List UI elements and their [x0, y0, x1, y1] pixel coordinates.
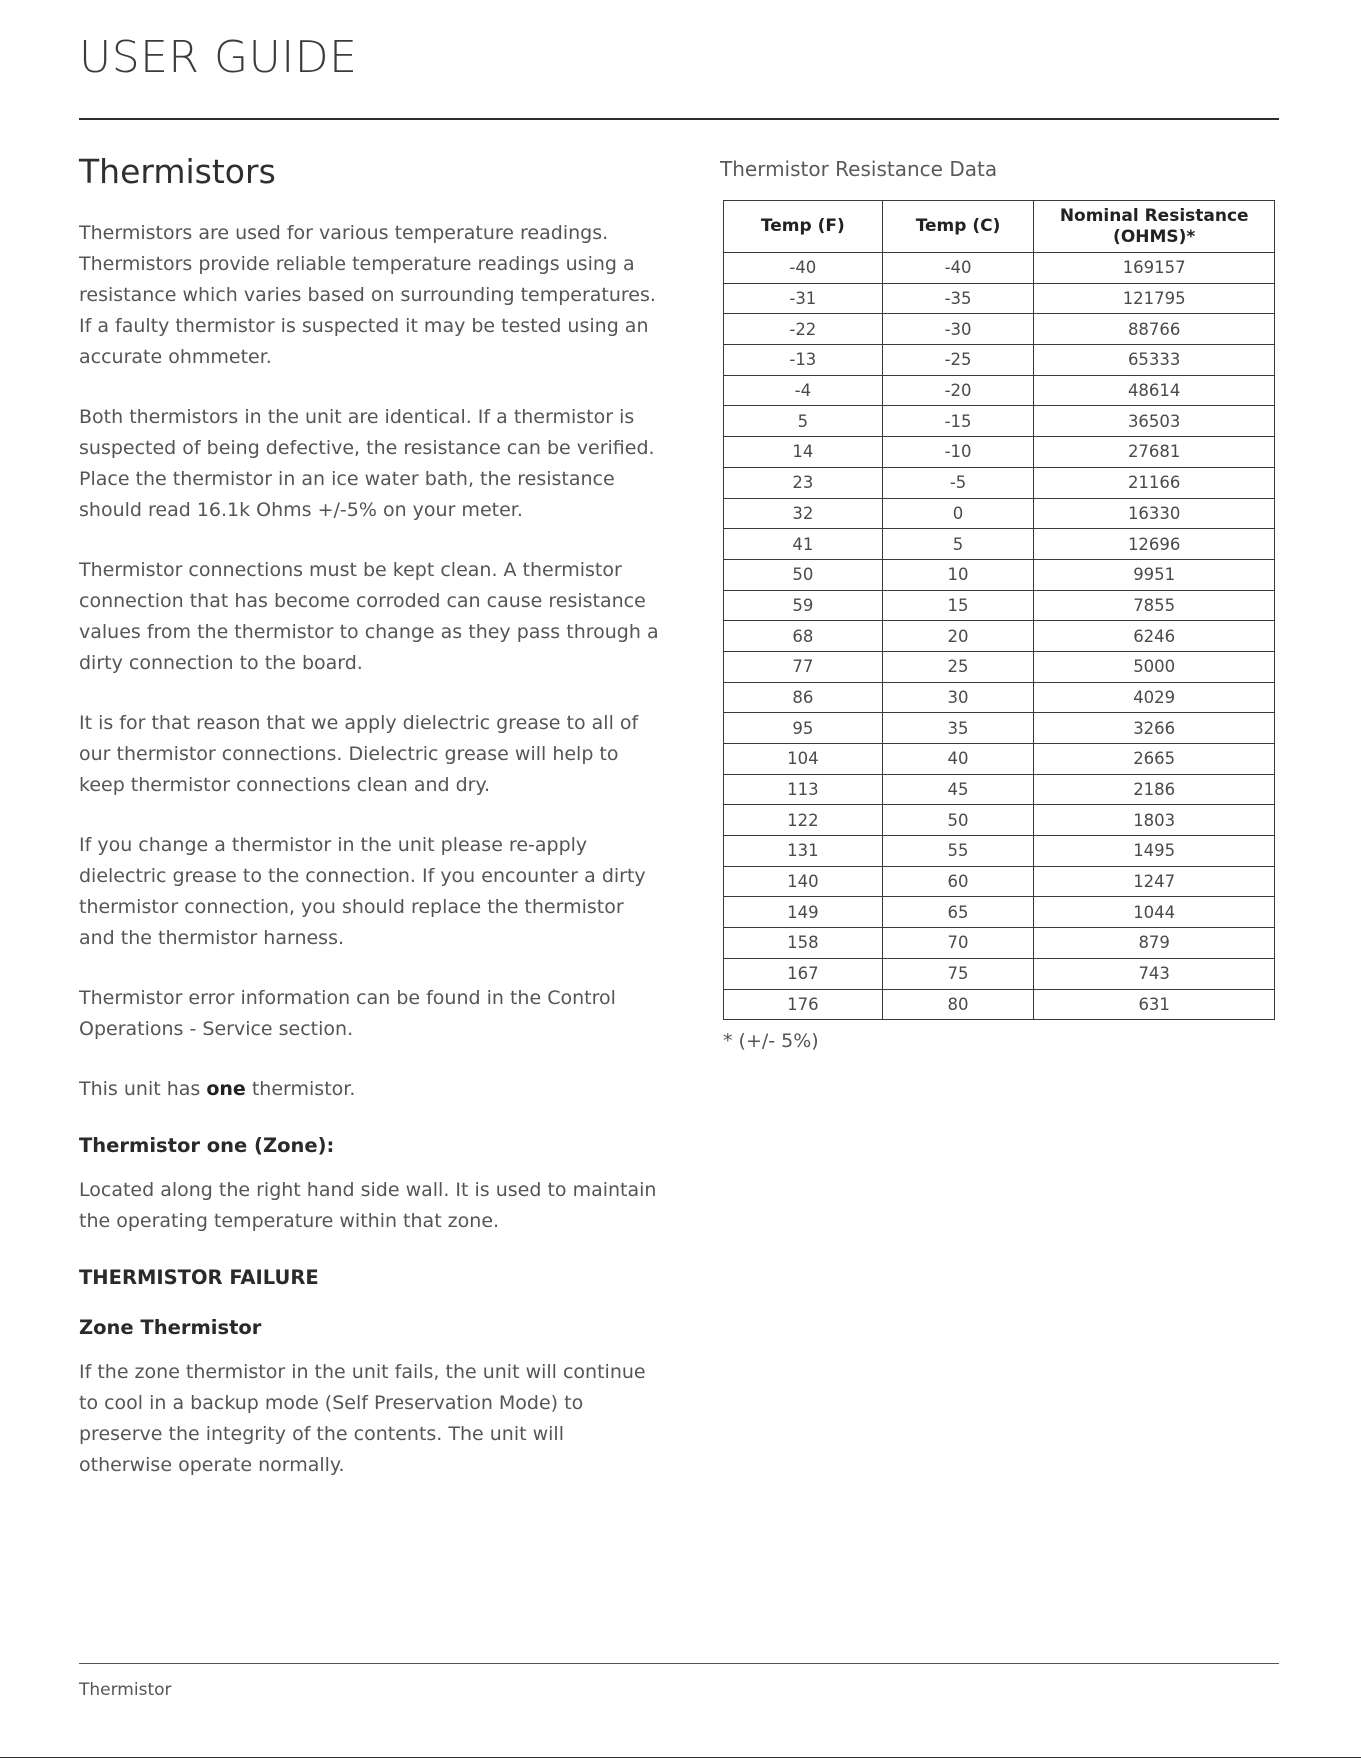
count-prefix: This unit has [79, 1077, 207, 1100]
subhead-thermistor-failure: THERMISTOR FAILURE [79, 1265, 319, 1289]
paragraph-error-info: Thermistor error information can be found in the Control Operations - Service section. [79, 986, 616, 1040]
cell-temp-f: 131 [724, 836, 883, 867]
subhead-thermistor-one: Thermistor one (Zone): [79, 1133, 335, 1157]
count-suffix: thermistor. [245, 1077, 356, 1100]
cell-temp-c: 35 [882, 713, 1034, 744]
cell-temp-f: 41 [724, 529, 883, 560]
table-row [724, 314, 1275, 345]
cell-temp-c: 75 [882, 958, 1034, 989]
cell-temp-c: 15 [882, 590, 1034, 621]
cell-temp-f: 176 [724, 989, 883, 1020]
document-header-title: USER GUIDE [79, 32, 358, 83]
paragraph-dielectric-grease: It is for that reason that we apply dielectric grease to all of our thermistor connections. Dielectric grease will help to keep thermistor connections clean and dry. [79, 711, 639, 796]
cell-resistance: 1247 [1034, 866, 1275, 897]
cell-resistance: 1803 [1034, 805, 1275, 836]
table-row [724, 590, 1275, 621]
cell-temp-c: 20 [882, 621, 1034, 652]
cell-resistance: 88766 [1034, 314, 1275, 345]
cell-resistance: 2186 [1034, 774, 1275, 805]
cell-temp-c: 5 [882, 529, 1034, 560]
cell-temp-c: 70 [882, 928, 1034, 959]
cell-temp-f: 14 [724, 437, 883, 468]
cell-resistance: 12696 [1034, 529, 1275, 560]
cell-temp-c: 65 [882, 897, 1034, 928]
table-row [724, 253, 1275, 284]
cell-temp-c: -5 [882, 467, 1034, 498]
cell-resistance: 7855 [1034, 590, 1275, 621]
table-row [724, 559, 1275, 590]
table-body [724, 253, 1275, 1020]
cell-resistance: 5000 [1034, 651, 1275, 682]
cell-temp-f: 104 [724, 744, 883, 775]
table-row [724, 866, 1275, 897]
cell-temp-f: -40 [724, 253, 883, 284]
table-row [724, 744, 1275, 775]
cell-resistance: 631 [1034, 989, 1275, 1020]
resistance-table [723, 200, 1275, 1020]
paragraph-reapply-grease: If you change a thermistor in the unit please re-apply dielectric grease to the connection. If you encounter a dirty thermistor connection, you should replace the thermistor and the thermistor harness. [79, 833, 646, 949]
cell-temp-c: -25 [882, 345, 1034, 376]
cell-resistance: 2665 [1034, 744, 1275, 775]
cell-temp-f: 50 [724, 559, 883, 590]
table-row [724, 375, 1275, 406]
cell-temp-f: 77 [724, 651, 883, 682]
header-nominal-resistance: Nominal Resistance (OHMS)* [1034, 201, 1275, 253]
cell-temp-f: 149 [724, 897, 883, 928]
table-row [724, 774, 1275, 805]
cell-temp-c: 40 [882, 744, 1034, 775]
table-row [724, 529, 1275, 560]
table-row [724, 682, 1275, 713]
cell-temp-f: -22 [724, 314, 883, 345]
table-row [724, 406, 1275, 437]
paragraph-identical: Both thermistors in the unit are identical. If a thermistor is suspected of being defective, the resistance can be verified. Place the thermistor in an ice water bath, the resistance should read 16.1k Ohms +/-5% on your meter. [79, 405, 655, 521]
cell-resistance: 121795 [1034, 283, 1275, 314]
cell-temp-f: 113 [724, 774, 883, 805]
cell-temp-f: 5 [724, 406, 883, 437]
cell-temp-f: 23 [724, 467, 883, 498]
cell-resistance: 3266 [1034, 713, 1275, 744]
cell-temp-c: -20 [882, 375, 1034, 406]
cell-resistance: 169157 [1034, 253, 1275, 284]
cell-temp-c: -30 [882, 314, 1034, 345]
header-temp-f: Temp (F) [724, 201, 883, 253]
table-row [724, 498, 1275, 529]
table-footnote: * (+/- 5%) [723, 1030, 819, 1053]
table-row [724, 283, 1275, 314]
cell-temp-f: 167 [724, 958, 883, 989]
cell-temp-f: 59 [724, 590, 883, 621]
page-bottom-edge [0, 1757, 1361, 1758]
table-row [724, 467, 1275, 498]
cell-resistance: 1044 [1034, 897, 1275, 928]
cell-resistance: 9951 [1034, 559, 1275, 590]
paragraph-thermistor-count [79, 1074, 659, 1105]
table-row [724, 651, 1275, 682]
cell-resistance: 16330 [1034, 498, 1275, 529]
subhead-zone-thermistor: Zone Thermistor [79, 1315, 262, 1339]
cell-temp-c: -40 [882, 253, 1034, 284]
cell-temp-c: 25 [882, 651, 1034, 682]
cell-temp-f: 122 [724, 805, 883, 836]
table-row [724, 437, 1275, 468]
count-emphasis: one [206, 1077, 246, 1100]
table-header-row [724, 201, 1275, 253]
cell-resistance: 21166 [1034, 467, 1275, 498]
table-row [724, 345, 1275, 376]
table-row [724, 897, 1275, 928]
table-row [724, 713, 1275, 744]
paragraph-clean-connections: Thermistor connections must be kept clean. A thermistor connection that has become corroded can cause resistance values from the thermistor to change as they pass through a dirty connection to the board. [79, 558, 659, 674]
header-temp-c: Temp (C) [882, 201, 1034, 253]
cell-resistance: 6246 [1034, 621, 1275, 652]
cell-temp-f: 140 [724, 866, 883, 897]
table-row [724, 958, 1275, 989]
table-row [724, 989, 1275, 1020]
paragraph-intro: Thermistors are used for various temperature readings. Thermistors provide reliable temperature readings using a resistance which varies based on surrounding temperatures. If a faulty thermistor is suspected it may be tested using an accurate ohmmeter. [79, 221, 656, 368]
cell-temp-c: 10 [882, 559, 1034, 590]
right-column [720, 156, 1276, 1052]
cell-resistance: 879 [1034, 928, 1275, 959]
paragraph-backup-mode: If the zone thermistor in the unit fails, the unit will continue to cool in a backup mode (Self Preservation Mode) to preserve the integrity of the contents. The unit will otherwise operate normally. [79, 1360, 646, 1476]
cell-temp-f: -31 [724, 283, 883, 314]
cell-resistance: 27681 [1034, 437, 1275, 468]
cell-temp-c: 50 [882, 805, 1034, 836]
table-row [724, 805, 1275, 836]
table-caption: Thermistor Resistance Data [720, 157, 998, 181]
table-row [724, 928, 1275, 959]
cell-temp-c: 30 [882, 682, 1034, 713]
table-row [724, 836, 1275, 867]
footer-label: Thermistor [79, 1680, 172, 1700]
cell-resistance: 743 [1034, 958, 1275, 989]
cell-temp-c: 80 [882, 989, 1034, 1020]
cell-resistance: 36503 [1034, 406, 1275, 437]
cell-temp-f: 86 [724, 682, 883, 713]
cell-temp-f: -13 [724, 345, 883, 376]
left-column [79, 152, 659, 1510]
cell-temp-f: 32 [724, 498, 883, 529]
cell-temp-c: -35 [882, 283, 1034, 314]
cell-temp-c: 45 [882, 774, 1034, 805]
cell-temp-c: 0 [882, 498, 1034, 529]
paragraph-zone-location: Located along the right hand side wall. It is used to maintain the operating temperature within that zone. [79, 1178, 657, 1232]
header-divider [79, 118, 1279, 120]
section-title: Thermistors [79, 152, 276, 191]
cell-temp-c: 55 [882, 836, 1034, 867]
cell-temp-c: -10 [882, 437, 1034, 468]
cell-resistance: 4029 [1034, 682, 1275, 713]
cell-temp-f: -4 [724, 375, 883, 406]
cell-resistance: 48614 [1034, 375, 1275, 406]
table-row [724, 621, 1275, 652]
cell-temp-f: 158 [724, 928, 883, 959]
cell-resistance: 1495 [1034, 836, 1275, 867]
footer-divider [79, 1663, 1279, 1664]
cell-temp-f: 68 [724, 621, 883, 652]
cell-temp-f: 95 [724, 713, 883, 744]
cell-temp-c: 60 [882, 866, 1034, 897]
cell-resistance: 65333 [1034, 345, 1275, 376]
cell-temp-c: -15 [882, 406, 1034, 437]
